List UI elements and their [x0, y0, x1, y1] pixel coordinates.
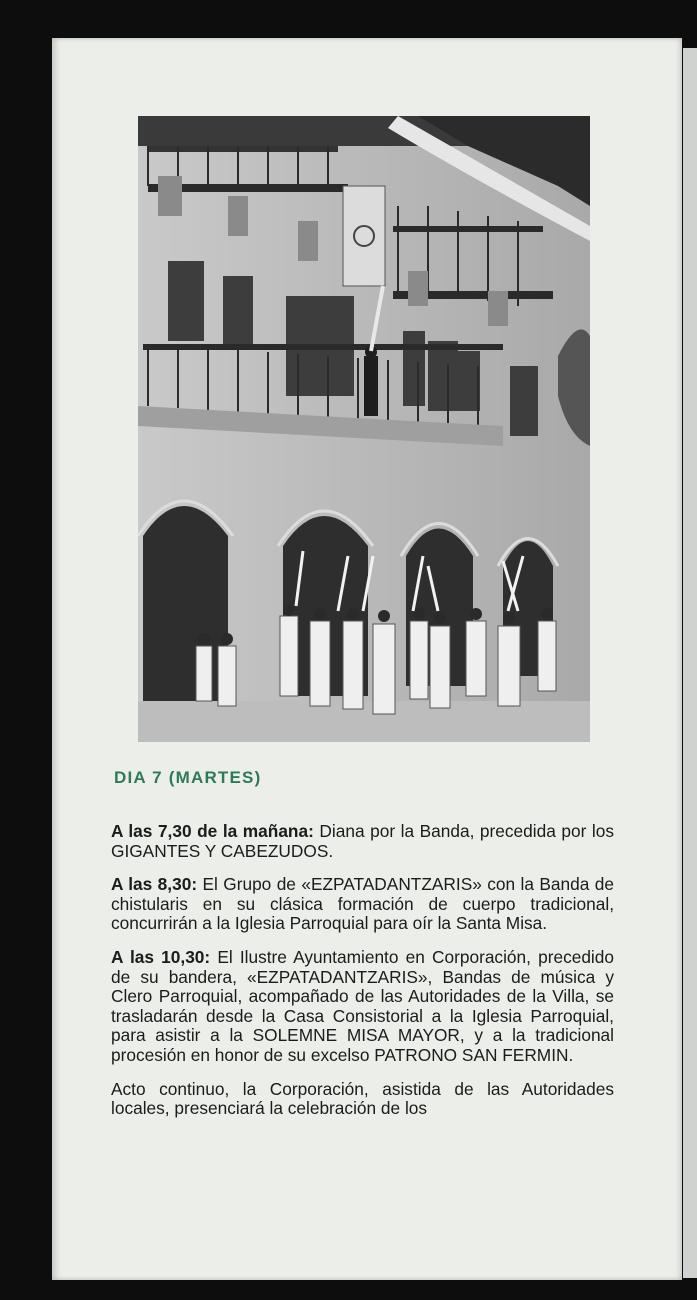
- next-page-edge: [683, 48, 697, 1278]
- paragraph-body: El Ilustre Ayuntamiento en Corporación, precedido de su bandera, «EZPATADANTZARIS», Bandas de música y Clero Parroquial, acompañado de las Autoridades de la Villa, se trasladarán desde la Casa Consistorial a la Iglesia Parroquial, para asistir a la SOLEMNE MISA MAYOR, y a la tradicional procesión en honor de su excelso PATRONO SAN FERMIN.: [111, 946, 614, 1065]
- day-heading: DIA 7 (MARTES): [114, 768, 262, 787]
- paragraph-body: Acto continuo, la Corporación, asistida de las Autoridades locales, presenciará la celebración de los: [111, 1078, 614, 1119]
- time-lead: A las 7,30 de la mañana:: [111, 821, 314, 841]
- program-text: [111, 822, 614, 1133]
- program-paragraph: [111, 875, 614, 934]
- paragraph-body: Diana por la Banda, precedida por los GIGANTES Y CABEZUDOS.: [111, 821, 614, 861]
- time-lead: A las 10,30:: [111, 946, 211, 967]
- program-paragraph: [111, 948, 614, 1066]
- paragraph-body: El Grupo de «EZPATADANTZARIS» con la Banda de chistularis en su clásica formación de cuerpo tradicional, concurrirán a la Iglesia Parroquial para oír la Santa Misa.: [111, 874, 614, 934]
- time-lead: A las 8,30:: [111, 874, 198, 895]
- program-paragraph: [111, 1080, 614, 1119]
- program-paragraph: [111, 822, 614, 861]
- town-hall-photo: [138, 116, 590, 742]
